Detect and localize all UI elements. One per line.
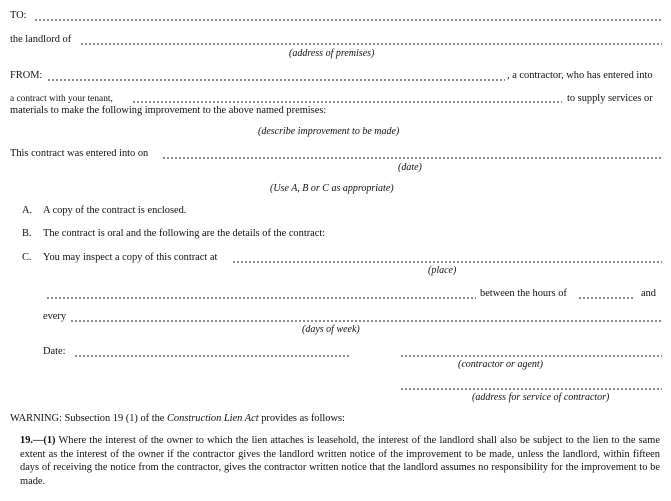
section-19-paragraph [20,434,660,488]
option-a-text: A copy of the contract is enclosed. [43,205,187,216]
contract-tenant-label: a contract with your tenant, [10,94,113,104]
supply-text: to supply services or [567,93,653,104]
materials-text: materials to make the following improvement to the above named premises: [10,105,327,116]
option-b-text: The contract is oral and the following are the details of the contract: [43,228,326,239]
to-field[interactable] [34,19,662,21]
contractor-signature-field[interactable] [400,355,662,357]
entered-date-field[interactable] [162,157,662,159]
place-continued-field[interactable] [46,297,476,299]
from-label: FROM: [10,70,43,81]
use-caption: (Use A, B or C as appropriate) [270,183,394,194]
warning-suffix: provides as follows: [258,413,345,424]
days-field[interactable] [70,320,662,322]
between-text: between the hours of [480,288,567,299]
date-label: Date: [43,346,66,357]
from-field[interactable] [47,79,505,81]
tenant-field[interactable] [132,101,562,103]
section-text: Where the interest of the owner to which the lien attaches is leasehold, the interest of the landlord shall also be subject to the lien to the same extent as the interest of the owner if the contractor gives the landlord written notice of the improvement to be made, unless the landlord, within fifteen days of receiving the notice from the contractor, gives the contractor written notice that the landlord assumes no responsibility for the improvement to be made. [20,435,660,487]
section-number: 19.—(1) [20,435,56,446]
entered-label: This contract was entered into on [10,148,149,159]
contractor-text: , a contractor, who has entered into [507,70,653,81]
option-b-letter: B. [22,228,32,239]
signed-date-field[interactable] [74,355,350,357]
warning-line [10,413,345,425]
contractor-caption: (contractor or agent) [458,359,543,370]
address-service-caption: (address for service of contractor) [472,392,610,403]
place-caption: (place) [428,265,457,276]
warning-act: Construction Lien Act [167,413,259,424]
describe-caption: (describe improvement to be made) [258,126,400,137]
option-c-letter: C. [22,252,32,263]
days-caption: (days of week) [302,324,360,335]
inspect-place-field[interactable] [232,261,662,263]
service-address-field[interactable] [400,388,662,390]
warning-prefix: WARNING: Subsection 19 (1) of the [10,413,167,424]
date-caption: (date) [398,162,422,173]
address-caption: (address of premises) [289,48,375,59]
to-label: TO: [10,10,27,21]
and-text: and [641,288,657,299]
option-a-letter: A. [22,205,33,216]
hours-from-field[interactable] [578,297,634,299]
every-label: every [43,311,67,322]
landlord-address-field[interactable] [80,43,662,45]
landlord-label: the landlord of [10,34,72,45]
option-c-text: You may inspect a copy of this contract at [43,252,218,263]
